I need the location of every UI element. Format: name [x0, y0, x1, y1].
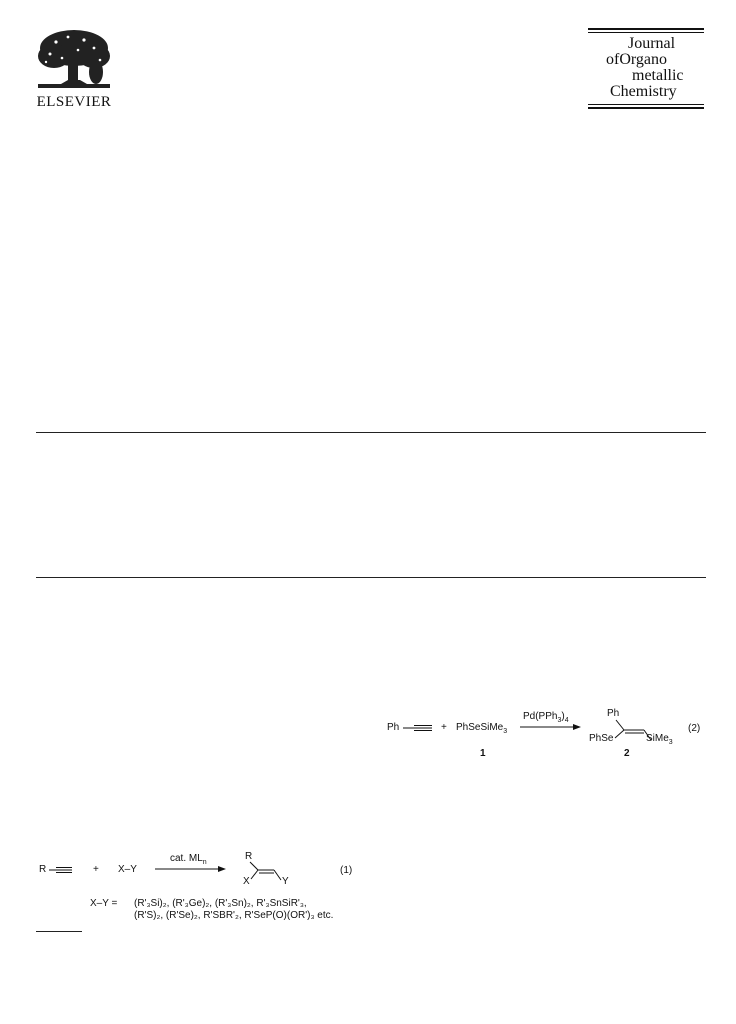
masthead-rule-bottom — [588, 107, 704, 109]
scheme2-label-2: 2 — [624, 748, 630, 759]
journal-line-1: Journal — [628, 35, 676, 52]
scheme2-product-sime — [646, 733, 673, 746]
scheme1-triple-bond — [48, 866, 74, 874]
scheme2-alkyne-label: Ph — [387, 722, 400, 733]
scheme1-xy-list-line1: (R'₃Si)₂, (R'₃Ge)₂, (R'₃Sn)₂, R'₃SnSiR'₃, — [134, 898, 307, 909]
scheme2-reagent-text: PhSeSiMe — [456, 722, 504, 733]
scheme2-reagent-sub: 3 — [503, 728, 508, 735]
journal-line-2: ofOrgano — [606, 51, 668, 68]
scheme1-xy-list-line2: (R'S)₂, (R'Se)₂, R'SBR'₂, R'SeP(O)(OR')₃ etc. — [134, 910, 334, 921]
scheme2-label-1: 1 — [480, 748, 486, 759]
masthead-rule-bottom-thin — [588, 104, 704, 105]
footnote-rule — [36, 931, 82, 932]
scheme1-product-r: R — [245, 851, 253, 862]
journal-line-4: Chemistry — [610, 83, 677, 100]
scheme2-plus: + — [441, 722, 447, 733]
scheme2-product-sime-sub: 3 — [668, 739, 673, 746]
scheme2-arrow — [520, 722, 582, 732]
masthead-rule-top — [588, 28, 704, 30]
publisher-logo — [32, 28, 116, 118]
scheme2-equation-number: (2) — [688, 723, 701, 734]
abstract-rule-bottom — [36, 577, 706, 578]
scheme1-equation-number: (1) — [340, 865, 353, 876]
scheme2-product-phse: PhSe — [589, 733, 614, 744]
scheme2-product-ph: Ph — [607, 708, 620, 719]
publisher-name: ELSEVIER — [36, 94, 112, 110]
scheme2-catalyst-text: Pd(PPh — [523, 711, 558, 722]
abstract-rule-top — [36, 432, 706, 433]
masthead-rule-top-thin — [588, 32, 704, 33]
journal-line-3: metallic — [632, 67, 684, 84]
scheme1-arrow — [155, 864, 227, 874]
scheme1-alkyne-label: R — [39, 864, 47, 875]
scheme1-plus: + — [93, 864, 99, 875]
scheme2-product-sime-text: SiMe — [646, 733, 669, 744]
scheme1-product-bonds — [246, 861, 282, 883]
scheme2-triple-bond — [402, 724, 434, 732]
journal-masthead — [588, 28, 704, 112]
elsevier-tree-icon — [34, 28, 114, 90]
scheme2-catalyst-tail: ) — [561, 711, 565, 722]
scheme2-catalyst-sub2: 4 — [564, 717, 569, 724]
scheme2-catalyst-sub: 3 — [557, 717, 562, 724]
scheme1-reagent: X–Y — [118, 864, 137, 875]
scheme1-catalyst-text: cat. ML — [170, 853, 203, 864]
scheme2-reagent — [456, 722, 507, 735]
scheme1-xy-label: X–Y = — [90, 898, 118, 909]
scheme1-catalyst-sub: n — [202, 859, 207, 866]
scheme1-product-y: Y — [282, 876, 289, 887]
scheme1-product-x: X — [243, 876, 250, 887]
